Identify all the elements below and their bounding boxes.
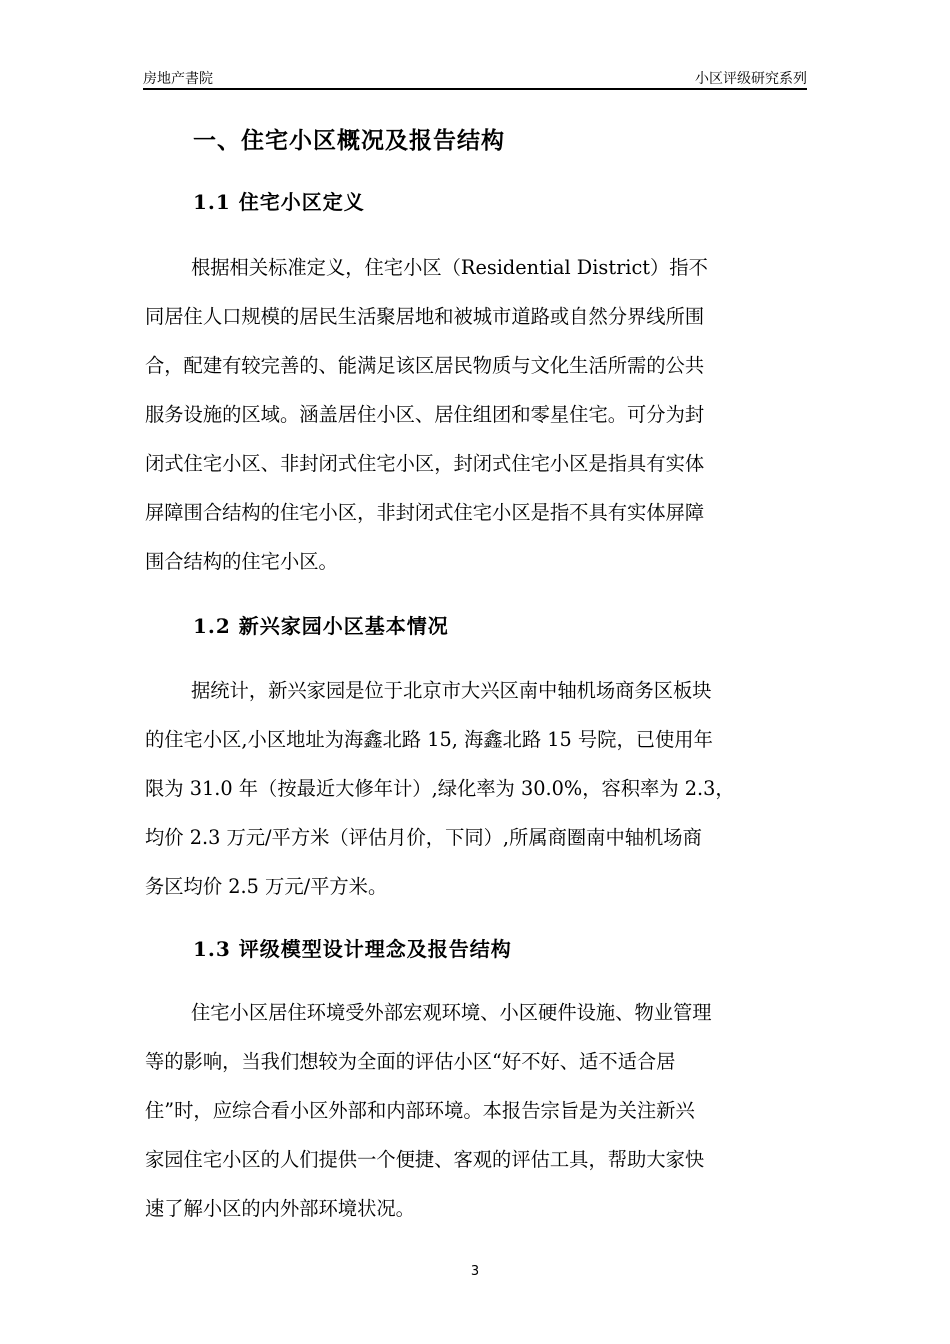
paragraph-line: 屏障围合结构的住宅小区，非封闭式住宅小区是指不具有实体屏障 (145, 501, 705, 524)
paragraph-line: 务区均价 2.5 万元/平方米。 (145, 875, 388, 898)
paragraph-line: 围合结构的住宅小区。 (145, 550, 338, 573)
section-heading-1-2: 1.2 新兴家园小区基本情况 (193, 614, 449, 638)
section-heading-1-1: 1.1 住宅小区定义 (193, 190, 365, 214)
section-heading-1-3: 1.3 评级模型设计理念及报告结构 (193, 937, 512, 961)
page-header (143, 66, 807, 90)
paragraph-line: 根据相关标准定义，住宅小区（Residential District）指不 (191, 256, 708, 279)
paragraph-line: 据统计，新兴家园是位于北京市大兴区南中轴机场商务区板块 (191, 679, 712, 702)
paragraph-line: 限为 31.0 年（按最近大修年计）,绿化率为 30.0%，容积率为 2.3， (145, 777, 735, 800)
header-publisher: 房地产書院 (143, 71, 213, 87)
paragraph-line: 速了解小区的内外部环境状况。 (145, 1197, 415, 1220)
paragraph-line: 闭式住宅小区、非封闭式住宅小区，封闭式住宅小区是指具有实体 (145, 452, 705, 475)
paragraph-line: 家园住宅小区的人们提供一个便捷、客观的评估工具，帮助大家快 (145, 1148, 705, 1171)
header-series: 小区评级研究系列 (695, 71, 807, 87)
paragraph-line: 服务设施的区域。涵盖居住小区、居住组团和零星住宅。可分为封 (145, 403, 705, 426)
paragraph-line: 同居住人口规模的居民生活聚居地和被城市道路或自然分界线所围 (145, 305, 705, 328)
paragraph-line: 的住宅小区,小区地址为海鑫北路 15, 海鑫北路 15 号院，已使用年 (145, 728, 713, 751)
paragraph-line: 等的影响，当我们想较为全面的评估小区“好不好、适不适合居 (145, 1050, 676, 1073)
paragraph-line: 均价 2.3 万元/平方米（评估月价，下同）,所属商圈南中轴机场商 (145, 826, 702, 849)
paragraph-line: 住”时，应综合看小区外部和内部环境。本报告宗旨是为关注新兴 (145, 1099, 695, 1122)
chapter-title: 一、住宅小区概况及报告结构 (193, 127, 505, 154)
paragraph-line: 合，配建有较完善的、能满足该区居民物质与文化生活所需的公共 (145, 354, 705, 377)
page-number: 3 (470, 1264, 480, 1279)
paragraph-line: 住宅小区居住环境受外部宏观环境、小区硬件设施、物业管理 (191, 1001, 712, 1024)
